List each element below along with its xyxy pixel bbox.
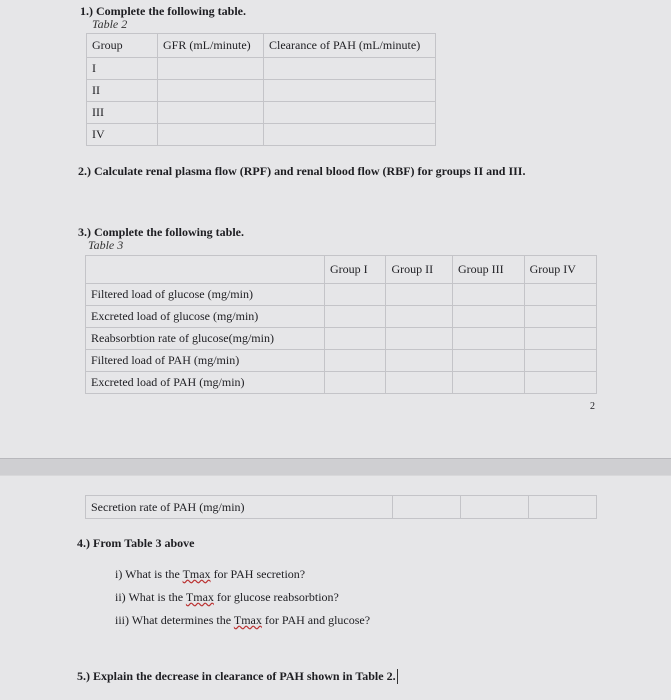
header-gfr: GFR (mL/minute) bbox=[158, 34, 264, 58]
page-break bbox=[0, 458, 671, 476]
text: for glucose reabsorbtion? bbox=[216, 590, 339, 604]
cell[interactable] bbox=[524, 328, 596, 350]
cell[interactable] bbox=[453, 328, 525, 350]
cell[interactable] bbox=[524, 306, 596, 328]
row-label: III bbox=[87, 102, 158, 124]
cell[interactable] bbox=[386, 328, 453, 350]
header-blank bbox=[86, 256, 325, 284]
cell[interactable] bbox=[461, 496, 529, 519]
cell[interactable] bbox=[453, 350, 525, 372]
cell[interactable] bbox=[325, 350, 386, 372]
header-group-i: Group I bbox=[325, 256, 386, 284]
cell[interactable] bbox=[386, 372, 453, 394]
cell[interactable] bbox=[325, 372, 386, 394]
table2-caption: Table 2 bbox=[92, 17, 128, 31]
row-label: IV bbox=[87, 124, 158, 146]
cell[interactable] bbox=[158, 80, 264, 102]
cell[interactable] bbox=[529, 496, 597, 519]
q5-title: 5.) Explain the decrease in clearance of PAH shown in Table 2. bbox=[77, 669, 396, 683]
q4-item-2 bbox=[115, 590, 339, 605]
text: iii) What determines the bbox=[115, 613, 232, 627]
q3-title: 3.) Complete the following table. bbox=[78, 225, 244, 239]
header-group-ii: Group II bbox=[386, 256, 453, 284]
cell[interactable] bbox=[325, 306, 386, 328]
q1-title: 1.) Complete the following table. bbox=[80, 4, 246, 18]
q4-item-3 bbox=[115, 613, 370, 628]
cell[interactable] bbox=[264, 124, 436, 146]
cell[interactable] bbox=[158, 58, 264, 80]
row-label: II bbox=[87, 80, 158, 102]
tmax: Tmax bbox=[182, 567, 211, 581]
cell[interactable] bbox=[264, 102, 436, 124]
row-label: Excreted load of glucose (mg/min) bbox=[86, 306, 325, 328]
header-group: Group bbox=[87, 34, 158, 58]
text: i) What is the bbox=[115, 567, 180, 581]
text: ii) What is the bbox=[115, 590, 184, 604]
row-label: I bbox=[87, 58, 158, 80]
page-number: 2 bbox=[590, 401, 595, 412]
cell[interactable] bbox=[524, 372, 596, 394]
text: for PAH secretion? bbox=[213, 567, 306, 581]
cell[interactable] bbox=[453, 284, 525, 306]
q2-title: 2.) Calculate renal plasma flow (RPF) and renal blood flow (RBF) for groups II and III. bbox=[78, 164, 526, 178]
row-label: Reabsorbtion rate of glucose(mg/min) bbox=[86, 328, 325, 350]
cell[interactable] bbox=[158, 124, 264, 146]
cell[interactable] bbox=[524, 284, 596, 306]
row-label: Filtered load of glucose (mg/min) bbox=[86, 284, 325, 306]
row-label: Excreted load of PAH (mg/min) bbox=[86, 372, 325, 394]
table-2 bbox=[86, 33, 436, 146]
tmax: Tmax bbox=[185, 590, 214, 604]
cell[interactable] bbox=[325, 284, 386, 306]
cell[interactable] bbox=[264, 80, 436, 102]
header-group-iv: Group IV bbox=[524, 256, 596, 284]
cell[interactable] bbox=[158, 102, 264, 124]
cell[interactable] bbox=[386, 306, 453, 328]
row-label: Filtered load of PAH (mg/min) bbox=[86, 350, 325, 372]
cell[interactable] bbox=[393, 496, 461, 519]
header-clearance: Clearance of PAH (mL/minute) bbox=[264, 34, 436, 58]
q4-item-1 bbox=[115, 567, 305, 582]
cell[interactable] bbox=[386, 350, 453, 372]
cell[interactable] bbox=[453, 372, 525, 394]
table-3-continued bbox=[85, 495, 597, 519]
header-group-iii: Group III bbox=[453, 256, 525, 284]
row-label: Secretion rate of PAH (mg/min) bbox=[86, 496, 393, 519]
cell[interactable] bbox=[453, 306, 525, 328]
q4-title: 4.) From Table 3 above bbox=[77, 536, 195, 550]
cell[interactable] bbox=[325, 328, 386, 350]
tmax: Tmax bbox=[233, 613, 262, 627]
table-3 bbox=[85, 255, 597, 394]
cell[interactable] bbox=[524, 350, 596, 372]
text: for PAH and glucose? bbox=[264, 613, 371, 627]
table3-caption: Table 3 bbox=[88, 238, 124, 252]
cell[interactable] bbox=[386, 284, 453, 306]
cell[interactable] bbox=[264, 58, 436, 80]
